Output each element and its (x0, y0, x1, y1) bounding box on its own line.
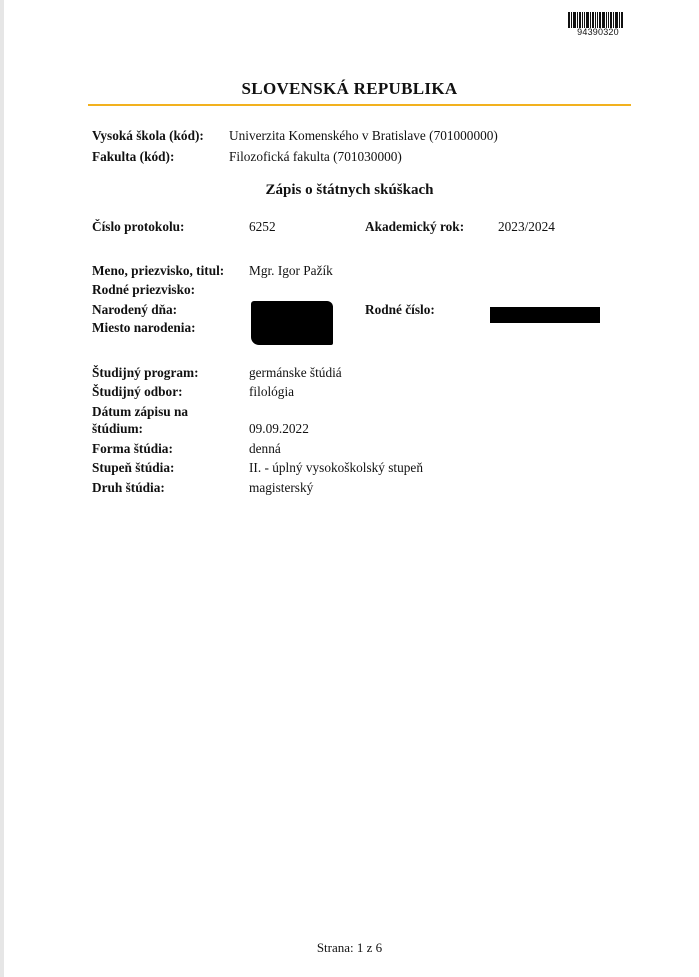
academic-year-value: 2023/2024 (498, 219, 555, 234)
protocol-number-value: 6252 (249, 219, 276, 234)
birth-number-label: Rodné číslo: (365, 302, 435, 317)
birth-surname-label: Rodné priezvisko: (92, 282, 196, 297)
program-label: Študijný program: (92, 365, 199, 380)
program-value: germánske štúdiá (249, 365, 342, 380)
field-value: filológia (249, 384, 295, 399)
form-value: denná (249, 441, 281, 456)
enroll-date-value: 09.09.2022 (249, 421, 309, 436)
country-heading: SLOVENSKÁ REPUBLIKA (241, 79, 458, 98)
enroll-label-line2: štúdium: (92, 421, 143, 436)
header-rule (88, 104, 631, 106)
degree-label: Stupeň štúdia: (92, 460, 175, 475)
redacted-birth-info (251, 301, 333, 345)
degree-value: II. - úplný vysokoškolský stupeň (249, 460, 423, 475)
field-label: Študijný odbor: (92, 384, 183, 399)
name-value: Mgr. Igor Pažík (249, 263, 333, 278)
born-label: Narodený dňa: (92, 302, 178, 317)
academic-year-label: Akademický rok: (365, 219, 465, 234)
protocol-number-label: Číslo protokolu: (92, 219, 185, 234)
faculty-label: Fakulta (kód): (92, 149, 175, 164)
school-value: Univerzita Komenského v Bratislave (701000000) (229, 128, 498, 143)
document-title: Zápis o štátnych skúškach (265, 182, 434, 198)
study-type-label: Druh štúdia: (92, 480, 165, 495)
barcode (568, 12, 628, 28)
school-label: Vysoká škola (kód): (92, 128, 204, 143)
enroll-label-line1: Dátum zápisu na (92, 404, 189, 419)
form-label: Forma štúdia: (92, 441, 173, 456)
study-type-value: magisterský (249, 480, 314, 495)
page-edge (0, 0, 4, 977)
redacted-birth-number (490, 307, 600, 323)
name-label: Meno, priezvisko, titul: (92, 263, 225, 278)
faculty-value: Filozofická fakulta (701030000) (229, 149, 402, 164)
page-number: Strana: 1 z 6 (316, 940, 383, 955)
birthplace-label: Miesto narodenia: (92, 320, 196, 335)
barcode-number: 94390320 (577, 27, 619, 37)
